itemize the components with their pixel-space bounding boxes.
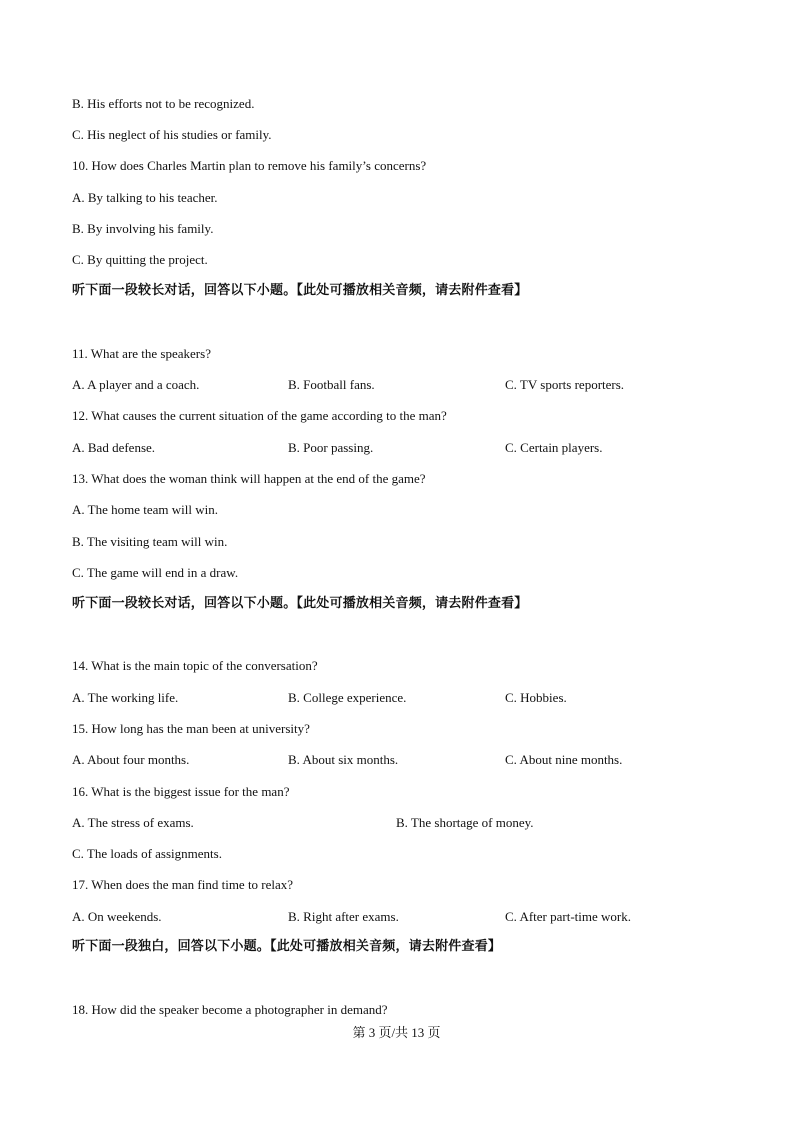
q17-option-b: B. Right after exams.	[288, 909, 399, 924]
q17-stem: 17. When does the man find time to relax?	[72, 877, 294, 892]
q14-option-c: C. Hobbies.	[505, 690, 567, 705]
q14-option-b: B. College experience.	[288, 690, 407, 705]
q13-stem: 13. What does the woman think will happen at the end of the game?	[72, 471, 426, 486]
q12-option-c: C. Certain players.	[505, 440, 603, 455]
q12-stem: 12. What causes the current situation of the game according to the man?	[72, 408, 447, 423]
q16-option-b: B. The shortage of money.	[396, 815, 534, 830]
q16-stem: 16. What is the biggest issue for the man?	[72, 784, 290, 799]
page-number-footer: 第 3 页/共 13 页	[352, 1025, 441, 1040]
q10-option-c: C. By quitting the project.	[72, 252, 208, 267]
q15-stem: 15. How long has the man been at university?	[72, 721, 310, 736]
listening-instruction-2: 听下面一段较长对话，回答以下小题。【此处可播放相关音频，请去附件查看】	[72, 596, 528, 611]
q13-option-b: B. The visiting team will win.	[72, 534, 228, 549]
q11-option-b: B. Football fans.	[288, 377, 375, 392]
q9-option-b: B. His efforts not to be recognized.	[72, 96, 255, 111]
q17-option-a: A. On weekends.	[72, 909, 162, 924]
q18-stem: 18. How did the speaker become a photographer in demand?	[72, 1002, 388, 1017]
q11-option-c: C. TV sports reporters.	[505, 377, 625, 392]
q12-option-b: B. Poor passing.	[288, 440, 374, 455]
q13-option-c: C. The game will end in a draw.	[72, 565, 239, 580]
q10-option-a: A. By talking to his teacher.	[72, 190, 218, 205]
q9-option-c: C. His neglect of his studies or family.	[72, 127, 272, 142]
q14-option-a: A. The working life.	[72, 690, 179, 705]
q17-option-c: C. After part-time work.	[505, 909, 631, 924]
q11-option-a: A. A player and a coach.	[72, 377, 200, 392]
q10-option-b: B. By involving his family.	[72, 221, 214, 236]
q10-stem: 10. How does Charles Martin plan to remove his family’s concerns?	[72, 158, 427, 173]
q11-stem: 11. What are the speakers?	[72, 346, 211, 361]
q15-option-b: B. About six months.	[288, 752, 399, 767]
q15-option-c: C. About nine months.	[505, 752, 623, 767]
q14-stem: 14. What is the main topic of the conversation?	[72, 658, 318, 673]
q16-option-a: A. The stress of exams.	[72, 815, 194, 830]
q16-option-c: C. The loads of assignments.	[72, 846, 222, 861]
listening-instruction-1: 听下面一段较长对话，回答以下小题。【此处可播放相关音频，请去附件查看】	[72, 283, 528, 298]
listening-instruction-3: 听下面一段独白，回答以下小题。【此处可播放相关音频，请去附件查看】	[72, 939, 502, 954]
q12-option-a: A. Bad defense.	[72, 440, 156, 455]
q15-option-a: A. About four months.	[72, 752, 190, 767]
q13-option-a: A. The home team will win.	[72, 502, 218, 517]
